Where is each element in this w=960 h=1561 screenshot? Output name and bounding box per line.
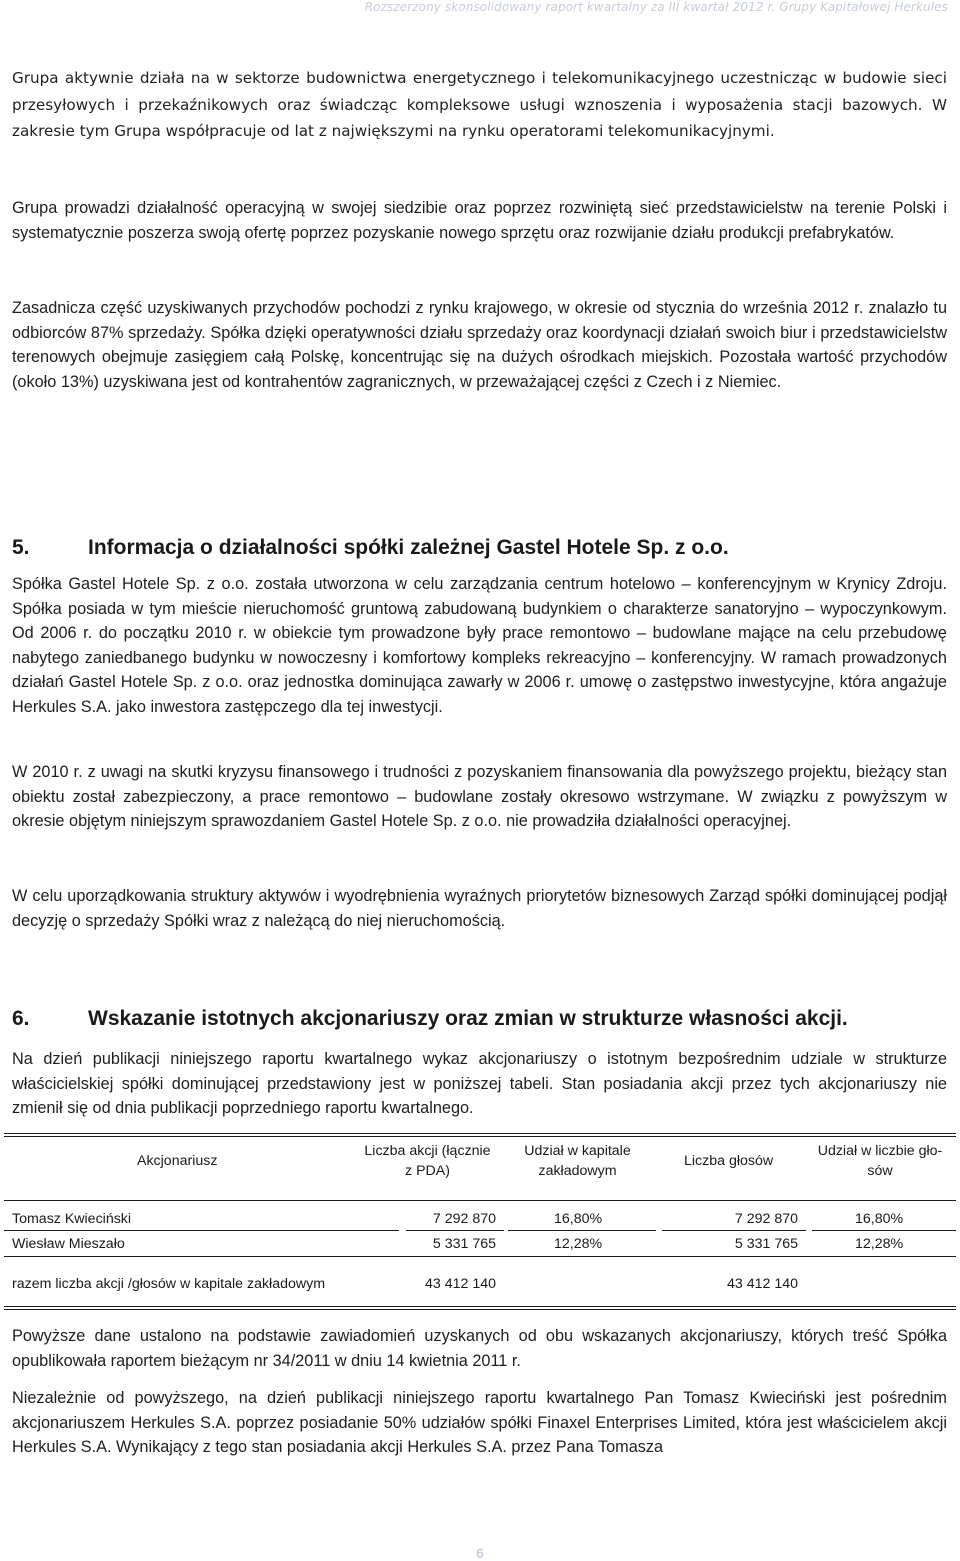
table-header-shares-line1: Liczba akcji (łącznie [364,1143,491,1159]
table-header-capital-line1: Udział w kapitale [524,1143,631,1159]
table-total-label: razem liczba akcji /głosów w kapitale zakładowym [12,1276,326,1292]
table-header-shares-line2: z PDA) [405,1162,450,1179]
table-row-1-votes-share: 16,80% [855,1211,904,1227]
section-6-intro: Na dzień publikacji niniejszego raportu kwartalnego wykaz akcjonariuszy o istotnym bezpośrednim udziale w strukturze właścicielskiej spółki dominującej przedstawiony jest w poniższej tabeli. Stan posiadania akcji przez tych akcjonariuszy nie zmienił się od dnia publikacji poprzedniego raportu kwartalnego. [12,1050,947,1118]
page-number: 6 [476,1545,484,1561]
table-row-rule-a [4,1230,399,1231]
paragraph-operations: Grupa prowadzi działalność operacyjną w swojej siedzibie oraz poprzez rozwiniętą sieć przedstawicielstw na terenie Polski i systematycznie poszerza swoją ofertę poprzez pozyskanie nowego sprzętu oraz rozwijanie działu produkcji prefabrykatów. [12,199,947,242]
section-6-paragraph-indirect: Niezależnie od powyższego, na dzień publikacji niniejszego raportu kwartalnego Pan Tomasz Kwieciński jest pośrednim akcjonariuszem Herkules S.A. poprzez posiadanie 50% udziałów spółki Finaxel Enterprises Limited, która jest właścicielem akcji Herkules S.A. Wynikający z tego stan posiadania akcji Herkules S.A. przez Pana Tomasza [12,1389,947,1457]
section-6-paragraph-after-table: Powyższe dane ustalono na podstawie zawiadomień uzyskanych od obu wskazanych akcjonariuszy, których treść Spółka opublikowała raportem bieżącym nr 34/2011 w dniu 14 kwietnia 2011 r. [12,1327,947,1370]
table-row-rule-e [812,1230,956,1231]
table-row-rule-c [508,1230,656,1231]
section-5-heading [12,536,947,560]
section-6-number: 6. [12,1007,30,1030]
table-row-1-name: Tomasz Kwieciński [12,1211,132,1227]
section-6-title: Wskazanie istotnych akcjonariuszy oraz zmian w strukturze własności akcji. [88,1007,848,1030]
table-row-rule-b [406,1230,504,1231]
table-row-1-votes: 7 292 870 [734,1211,798,1227]
section-5-title: Informacja o działalności spółki zależnej Gastel Hotele Sp. z o.o. [88,536,729,559]
table-header-shareholder: Akcjonariusz [137,1153,218,1169]
table-row-2-name: Wiesław Mieszało [12,1236,125,1252]
table-header-rule [4,1200,956,1201]
table-row-2-shares: 5 331 765 [432,1236,496,1252]
table-header-votes: Liczba głosów [684,1153,774,1169]
running-header: Rozszerzony skonsolidowany raport kwartalny za III kwartał 2012 r. Grupy Kapitałowej Herkules [364,0,948,14]
table-header-votes-share-line1: Udział w liczbie gło- [817,1143,943,1159]
section-6-heading [12,1007,947,1031]
table-header-capital-line2: zakładowym [538,1162,617,1179]
table-total-votes: 43 412 140 [726,1276,798,1292]
table-row-rule-d [662,1230,806,1231]
section-5-paragraph-3: W celu uporządkowania struktury aktywów i wyodrębnienia wyraźnych priorytetów biznesowych Zarząd spółki dominującej podjął decyzję o sprzedaży Spółki wraz z należącą do niej nieruchomością. [12,887,947,930]
table-row-2-capital-share: 12,28% [554,1236,603,1252]
table-header-shares [350,1142,505,1181]
section-5-number: 5. [12,536,30,559]
table-row-1-shares: 7 292 870 [432,1211,496,1227]
table-top-rule [4,1133,956,1137]
section-5-paragraph-1: Spółka Gastel Hotele Sp. z o.o. została utworzona w celu zarządzania centrum hotelowo – konferencyjnym w Krynicy Zdroju. Spółka posiada w tym mieście nieruchomość gruntową zabudowaną budynkiem o charakterze sanatoryjno – wypoczynkowym. Od 2006 r. do początku 2010 r. w obiekcie tym prowadzone były prace remontowo – budowlane mające na celu przebudowę nabytego zaniedbanego budynku w nowoczesny i komfortowy kompleks rekreacyjno – konferencyjny. W ramach prowadzonych działań Gastel Hotele Sp. z o.o. oraz jednostka dominująca zawarły w 2006 r. umowę o zastępstwo inwestycyjne, która angażuje Herkules S.A. jako inwestora zastępczego dla tej inwestycji. [12,575,947,716]
table-header-votes-share-line2: sów [867,1162,893,1179]
section-5-paragraph-2: W 2010 r. z uwagi na skutki kryzysu finansowego i trudności z pozyskaniem finansowania dla powyższego projektu, bieżący stan obiektu został zabezpieczony, a prace remontowo – budowlane zostały okresowo wstrzymane. W związku z powyższym w okresie objętym niniejszym sprawozdaniem Gastel Hotele Sp. z o.o. nie prowadziła działalności operacyjnej. [12,763,947,831]
table-row-1-capital-share: 16,80% [554,1211,603,1227]
table-row-2-votes: 5 331 765 [734,1236,798,1252]
table-header-capital-share [510,1142,645,1181]
table-total-shares: 43 412 140 [424,1276,496,1292]
paragraph-group-activity: Grupa aktywnie działa na w sektorze budownictwa energetycznego i telekomunikacyjnego uczestnicząc w budowie sieci przesyłowych i przekaźnikowych oraz świadcząc kompleksowe usługi wznoszenia i wyposażenia stacji bazowych. W zakresie tym Grupa współpracuje od lat z największymi na rynku operatorami telekomunikacyjnymi. [12,69,947,140]
paragraph-revenue: Zasadnicza część uzyskiwanych przychodów pochodzi z rynku krajowego, w okresie od stycznia do września 2012 r. znalazło tu odbiorców 87% sprzedaży. Spółka dzięki operatywności działu sprzedaży oraz koordynacji działań swoich biur i przedstawicielstw terenowych obejmuje zasięgiem całą Polskę, koncentrując się na dużych ośrodkach miejskich. Pozostała wartość przychodów (około 13%) uzyskiwana jest od kontrahentów zagranicznych, w przeważającej części z Czech i z Niemiec. [12,299,947,391]
table-bottom-rule [4,1306,956,1310]
table-total-rule [4,1256,956,1257]
table-header-votes-share [805,1142,955,1181]
table-row-2-votes-share: 12,28% [855,1236,904,1252]
